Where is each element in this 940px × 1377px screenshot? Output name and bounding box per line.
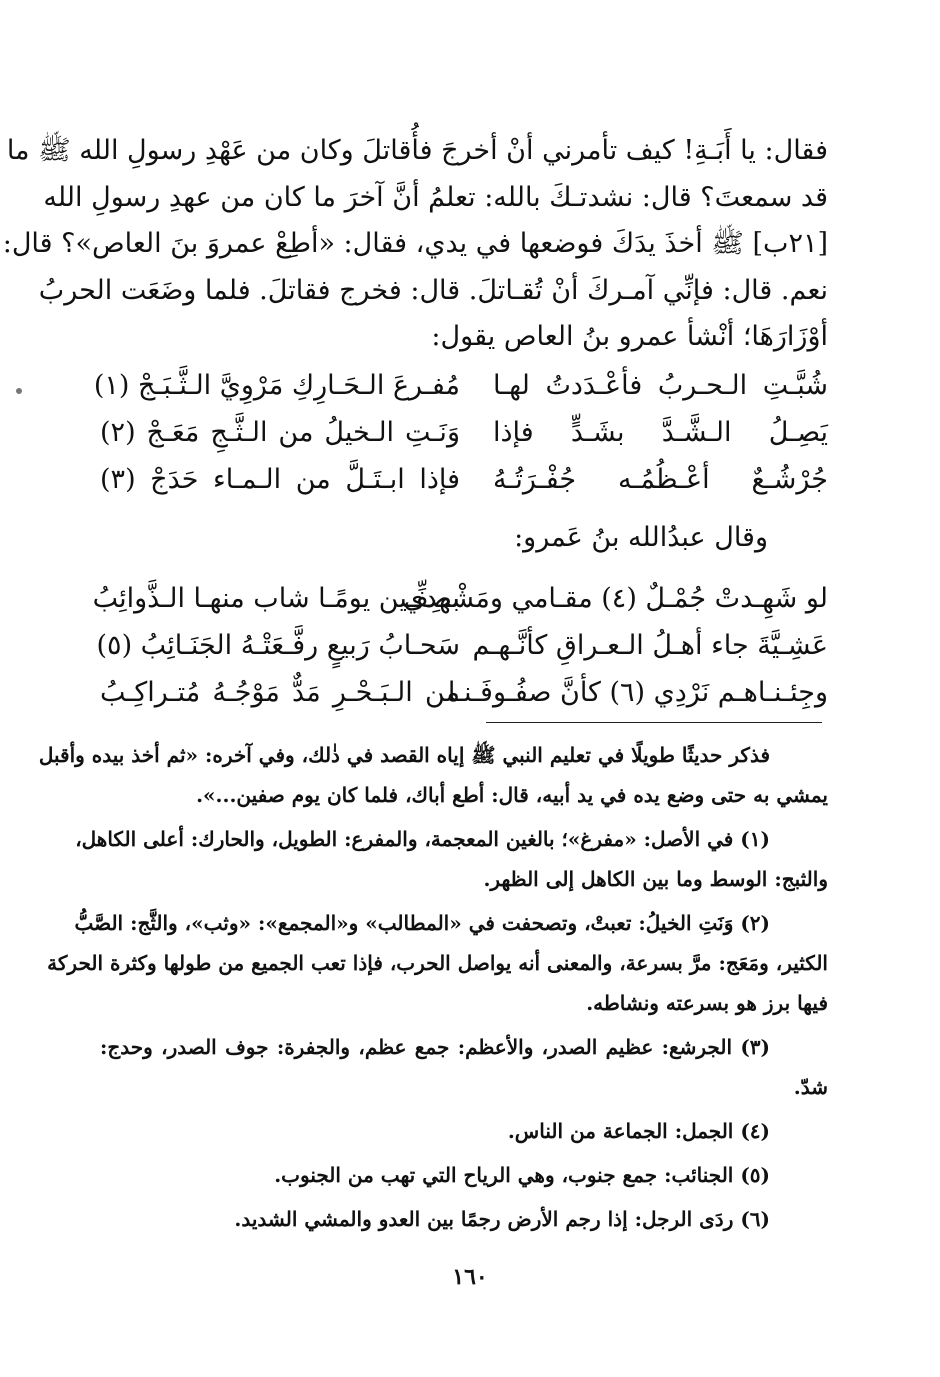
verse-second-hemistich: مُفـرعَ الـحَـارِكِ مَرْوِيَّ الـثَّـبَـجْ (١) xyxy=(93,370,460,401)
verse-first-hemistich: جُرْشُـعٌ أعْـظُمُـه جُفْـرَتُـهُ xyxy=(493,464,828,495)
footnote-line: فذكر حديثًا طويلًا في تعليم النبي ﷺ إياه القصد في ذٰلك، وفي آخره: «ثم أخذ بيده وأقبل xyxy=(38,743,770,767)
poem-abdullah xyxy=(92,575,828,716)
footnote-line: (١) في الأصل: «مفرغ»؛ بالغين المعجمة، والمفرع: الطويل، والحارك: أعلى الكاهل، xyxy=(75,827,770,851)
footnote-line: (٥) الجنائب: جمع جنوب، وهي الرياح التي تهب من الجنوب. xyxy=(274,1163,770,1187)
verse-second-hemistich: سَحـابُ رَبيعٍ رفَّـعَتْـهُ الجَنَـائِبُ (٥) xyxy=(96,630,460,661)
page-number: ١٦٠ xyxy=(452,1264,488,1290)
verse-second-hemistich: بصِفِّـين يومًـا شاب منهـا الـذَّوائِبُ xyxy=(92,583,460,614)
footnote-line: (٦) ردَى الرجل: إذا رجم الأرض رجمًا بين العدو والمشي الشديد. xyxy=(234,1207,770,1231)
verse-row xyxy=(100,409,828,456)
poem-amr xyxy=(93,362,828,503)
verse-second-hemistich: من الـبَـحْـرِ مَدٌّ مَوْجُـهُ مُتـراكِـبُ xyxy=(100,677,460,708)
footnote-line: الكثير، ومَعَج: مرَّ بسرعة، والمعنى أنه يواصل الحرب، فإذا تعب الجميع من طولها وكثرة الحركة xyxy=(47,951,828,975)
footnote-line: والثبج: الوسط وما بين الكاهل إلى الظهر. xyxy=(483,867,828,891)
footnote-line: (٤) الجمل: الجماعة من الناس. xyxy=(507,1119,770,1143)
verse-first-hemistich: شُبَّـتِ الـحـربُ فأعْـدَدتُ لهـا xyxy=(493,370,828,401)
verse-first-hemistich: لو شَهِـدتْ جُمْـلٌ (٤) مقـامي ومَشْهدي xyxy=(403,583,828,614)
prose-line: فقال: يا أَبَـةِ! كيف تأمرني أنْ أخرجَ فأُقاتلَ وكان من عَهْدِ رسولِ الله ﷺ ما xyxy=(6,135,828,166)
verse-row xyxy=(96,622,828,669)
footnote-line: (٣) الجرشع: عظيم الصدر، والأعظم: جمع عظم، والجفرة: جوف الصدر، وحدج: xyxy=(100,1035,770,1059)
footnote-1 xyxy=(75,819,828,899)
footnote-continuation xyxy=(38,735,828,815)
prose-line: قد سمعتَ؟ قال: نشدتـكَ بالله: تعلمُ أنَّ آخرَ ما كان من عهدِ رسولِ الله xyxy=(43,181,828,213)
verse-second-hemistich: وَنَـتِ الـخيلُ من الـثَّـجِ مَعَـجْ (٢) xyxy=(100,417,460,448)
footnote-5 xyxy=(100,1155,828,1195)
footnotes xyxy=(38,735,828,1243)
verse-first-hemistich: وجِئـنـاهـم نَرْدِي (٦) كأنَّ صفُـوفَـنـا xyxy=(447,677,828,708)
footnote-line: يمشي به حتى وضع يده في يد أبيه، قال: أطع أباك، فلما كان يوم صفين...». xyxy=(196,783,828,807)
verse-row xyxy=(100,669,828,716)
verse-row xyxy=(93,362,828,409)
scan-speck xyxy=(16,388,22,394)
prose-line: [٢١ب] ﷺ أخذَ يدَكَ فوضعها في يدي، فقال: «أطِعْ عمروَ بنَ العاص»؟ قال: xyxy=(2,228,828,259)
footnote-2 xyxy=(47,903,828,1023)
footnote-4 xyxy=(100,1111,828,1151)
verse-second-hemistich: فإذا ابـتَـلَّ من الـمـاء حَدَجْ (٣) xyxy=(100,464,460,495)
main-prose xyxy=(2,128,828,361)
footnote-line: شدّ. xyxy=(793,1075,828,1099)
poem-intro: وقال عبدُالله بنُ عَمرو: xyxy=(514,522,768,553)
verse-first-hemistich: يَصِـلُ الـشَّـدَّ بشَـدٍّ فإذا xyxy=(493,417,828,448)
footnote-line: فيها برز هو بسرعته ونشاطه. xyxy=(586,991,828,1015)
verse-first-hemistich: عَشِـيَّةَ جاء أهـلُ الـعـراقِ كأنَّـهـم xyxy=(472,630,828,661)
footnote-separator xyxy=(486,722,822,723)
verse-row xyxy=(100,456,828,503)
prose-line: أوْزَارَهَا؛ أنْشأ عمرو بنُ العاص يقول: xyxy=(431,321,828,352)
footnote-6 xyxy=(100,1199,828,1239)
verse-row xyxy=(92,575,828,622)
footnote-line: (٢) وَنَتِ الخيلُ: تعبتْ، وتصحفت في «المطالب» و«المجمع»: «وثب»، والثَّج: الصَّبُّ xyxy=(74,911,770,935)
prose-line: نعم. قال: فإنِّي آمـركَ أنْ تُقـاتلَ. قال: فخرج فقاتلَ. فلما وضَعَت الحربُ xyxy=(38,274,828,306)
footnote-3 xyxy=(100,1027,828,1107)
